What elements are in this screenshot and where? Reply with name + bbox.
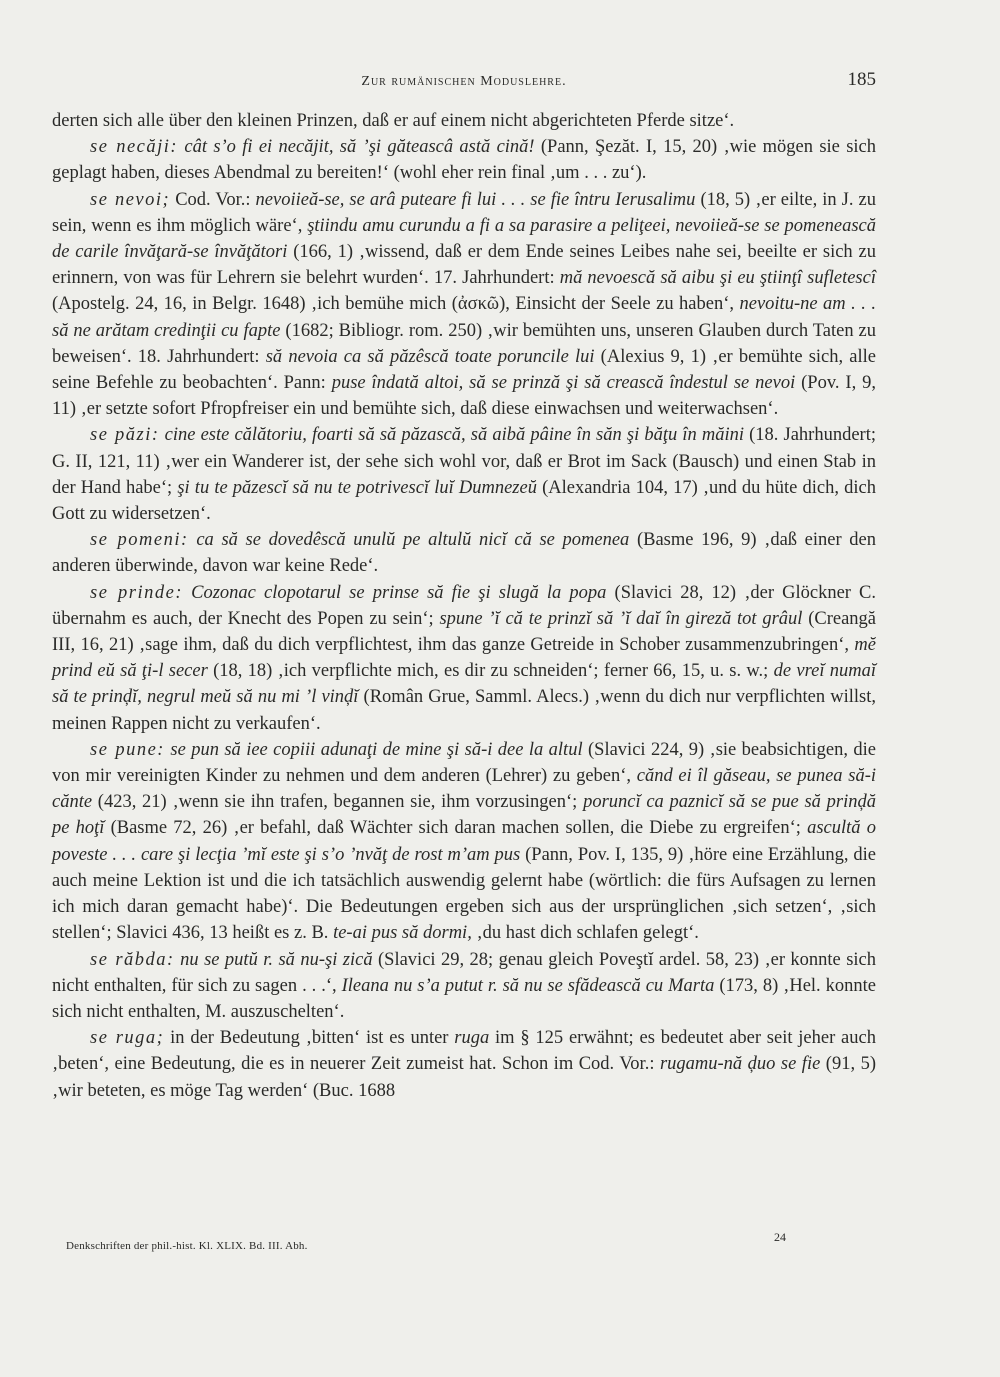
text-span: im § 125 erwähnt; es bedeutet aber seit jeher auch ‚beten‘, eine Bedeutung, die es in neuerer Zeit zumeist hat. Schon im Cod. Vor.: [52, 1028, 876, 1075]
paragraph [52, 108, 876, 134]
page-header [52, 69, 876, 100]
text-span: (166, 1) ‚wissend, daß er dem Ende seines Leibes nahe sei, beeilte er sich zu erinnern, von was für Lehrern sie belehrt wurden‘. 17. Jahrhundert: [52, 242, 876, 289]
romanian-quotation: ştiindu amu curundu a fi a sa parasire a peliţeei, nevoiieă-se se pomenească de carile învăţară-se învăţători [52, 215, 876, 263]
romanian-quotation: Ileana nu s’a putut r. să nu se sfădească cu Marta [341, 975, 715, 996]
romanian-quotation: cănd ei îl găseau, se punea să-i cănte [52, 766, 877, 813]
lemma-keyword: se ruga; [90, 1028, 165, 1049]
paragraph [52, 580, 876, 737]
romanian-quotation: te-ai pus să dormi, [333, 923, 472, 944]
body-text [52, 108, 876, 1104]
text-span: (Creangă III, 16, 21) ‚sage ihm, daß du dich verpflichtest, ihm das ganze Getreide in Schober zusammenzubringen‘, [52, 608, 876, 656]
paragraph [52, 737, 876, 947]
romanian-quotation: mĕ prind eŭ să ţi-l secer [52, 635, 876, 682]
lemma-keyword: se pomeni: [90, 530, 189, 551]
text-span: (Pov. I, 9, 11) ‚er setzte sofort Pfropfreiser ein und bemühte sich, daß diese einwachsen und weiterwachsen‘. [52, 373, 876, 420]
romanian-quotation: ca să se dovedêscă unulŭ pe altulŭ nicĭ că se pomenea [196, 530, 630, 551]
text-span: derten sich alle über den kleinen Prinzen, daß er auf einem nicht abgerichteten Pferde sitze‘. [52, 111, 735, 131]
paragraph [52, 947, 876, 1026]
romanian-quotation: se pun să iee copiii adunaţi de mine şi să-i dee la altul [170, 739, 583, 760]
text-span: (Slavici 28, 12) ‚der Glöckner C. übernahm es auch, der Knecht des Popen zu sein‘; [52, 582, 877, 629]
romanian-quotation: ruga [454, 1028, 490, 1049]
text-span: (Slavici 29, 28; genau gleich Poveştĭ ardel. 58, 23) ‚er konnte sich nicht enthalten, für sich zu sagen . . .‘, [52, 949, 876, 996]
romanian-quotation: să nevoia ca să păzêscă toate poruncile lui [265, 346, 595, 367]
romanian-quotation: şi tu te păzescĭ să nu te potrivescĭ luĭ Dumnezeŭ [177, 477, 537, 498]
text-span: (18, 18) ‚ich verpflichte mich, es dir zu schneiden‘; ferner 66, 15, u. s. w.; [207, 661, 774, 682]
romanian-quotation: mă nevoescă să aibu şi eu ştiinţî sufletescî [559, 268, 876, 289]
text-span: (Basme 72, 26) ‚er befahl, daß Wächter sich daran machen sollen, die Diebe zu ergreifen‘; [104, 818, 808, 839]
text-span: ‚du hast dich schlafen gelegt‘. [471, 923, 699, 944]
paragraph [52, 527, 876, 579]
lemma-keyword: se prinde: [90, 582, 183, 603]
romanian-quotation: nevoitu-ne am . . . să ne arătam credinţii cu fapte [52, 294, 876, 341]
lemma-keyword: se nevoi; [90, 189, 171, 210]
paragraph [52, 134, 876, 186]
romanian-quotation: ascultă o poveste . . . care şi lecţia ’mĭ este şi s’o ’nvăţ de rost m’am pus [52, 818, 876, 865]
text-span: (Slavici 224, 9) ‚sie beabsichtigen, die von mir vereinigten Kinder zu nehmen und dem anderen (Lehrer) zu geben‘, [52, 739, 877, 787]
footer-publication-note: Denkschriften der phil.-hist. Kl. XLIX. Bd. III. Abh. [66, 1240, 308, 1252]
lemma-keyword: se păzi: [90, 425, 160, 446]
romanian-quotation: poruncĭ ca paznicĭ să se pue să prinḑă pe hoţĭ [52, 792, 876, 839]
text-span: (Român Grue, Samml. Alecs.) ‚wenn du dich nur verpflichten willst, meinen Rappen nicht zu verkaufen‘. [52, 687, 876, 734]
text-span: (18. Jahrhundert; G. II, 121, 11) ‚wer ein Wanderer ist, der sehe sich wohl vor, daß er Brot im Sack (Bausch) und einen Stab in der Hand habe‘; [52, 425, 876, 498]
text-span: (173, 8) ‚Hel. konnte sich nicht enthalten, M. auszuschelten‘. [52, 975, 876, 1022]
text-span: (Pann, Şezăt. I, 15, 20) ‚wie mögen sie sich geplagt haben, dieses Abendmal zu bereiten!‘ (wohl eher rein final ‚um . . . zu‘). [52, 137, 876, 184]
running-title: Zur rumänischen Moduslehre. [361, 74, 567, 89]
text-span: (91, 5) ‚wir beteten, es möge Tag werden‘ (Buc. 1688 [52, 1054, 876, 1101]
page-number: 185 [847, 69, 876, 90]
text-span: Cod. Vor.: [170, 189, 256, 210]
text-span: (18, 5) ‚er eilte, in J. zu sein, wenn es ihm möglich wäre‘, [52, 189, 877, 236]
text-span: (Basme 196, 9) ‚daß einer den anderen überwinde, davon war keine Rede‘. [52, 530, 876, 577]
text-span: (423, 21) ‚wenn sie ihn trafen, begannen sie, ihm vorzusingen‘; [92, 792, 584, 813]
romanian-quotation: Cozonac clopotarul se prinse să fie şi slugă la popa [191, 582, 607, 603]
romanian-quotation: de vreĭ numaĭ să te prinḑĭ, negrul meŭ să nu mi ’l vinḑĭ [52, 661, 876, 708]
text-span: (Apostelg. 24, 16, in Belgr. 1648) ‚ich bemühe mich (ἀσκῶ), Einsicht der Seele zu haben‘, [52, 294, 740, 315]
lemma-keyword: se necăji: [90, 137, 179, 158]
paragraph [52, 187, 876, 423]
text-span: in der Bedeutung ‚bitten‘ ist es unter [164, 1028, 455, 1049]
lemma-keyword: se răbda: [90, 949, 175, 970]
romanian-quotation: spune ’ĭ că te prinzĭ să ’ĭ daĭ în gireză tot grâul [439, 608, 803, 629]
text-span: (Alexius 9, 1) ‚er bemühte sich, alle seine Befehle zu beobachten‘. Pann: [52, 346, 877, 394]
text-span: (Alexandria 104, 17) ‚und du hüte dich, dich Gott zu widersetzen‘. [52, 477, 876, 525]
romanian-quotation: rugamu-nă ḑuo se fie [659, 1054, 821, 1075]
text-span [183, 583, 191, 603]
page-footer [66, 1230, 786, 1260]
paragraph [52, 1025, 876, 1104]
text-span: (1682; Bibliogr. rom. 250) ‚wir bemühten uns, unseren Glauben durch Taten zu beweisen‘. 18. Jahrhundert: [52, 320, 876, 367]
romanian-quotation: nevoiieă-se, se arâ puteare fi lui . . . se fie întru Ierusalimu [255, 189, 696, 210]
romanian-quotation: puse îndată altoi, să se prinză şi să crească îndestul se nevoi [331, 373, 796, 394]
paragraph [52, 422, 876, 527]
lemma-keyword: se pune: [90, 739, 165, 760]
romanian-quotation: cât s’o fi ei necăjit, să ’şi găteascâ astă cină! [184, 137, 535, 158]
romanian-quotation: nu se putŭ r. să nu-şi zică [180, 949, 373, 970]
text-span: (Pann, Pov. I, 135, 9) ‚höre eine Erzählung, die auch meine Lektion ist und die ich tatsächlich auswendig gelernt habe (wörtlich: die fürs Aufsagen zu lernen ich mich daran gemacht habe)‘. Die Bedeutungen ergeben sich aus der ursprünglichen ‚sich setzen‘, ‚sich stellen‘; Slavici 436, 13 heißt es z. B. [52, 844, 876, 944]
sheet-signature: 24 [774, 1230, 786, 1244]
romanian-quotation: cine este călătoriu, foarti să să păzască, să aibă pâine în săn şi băţu în măini [164, 425, 744, 446]
